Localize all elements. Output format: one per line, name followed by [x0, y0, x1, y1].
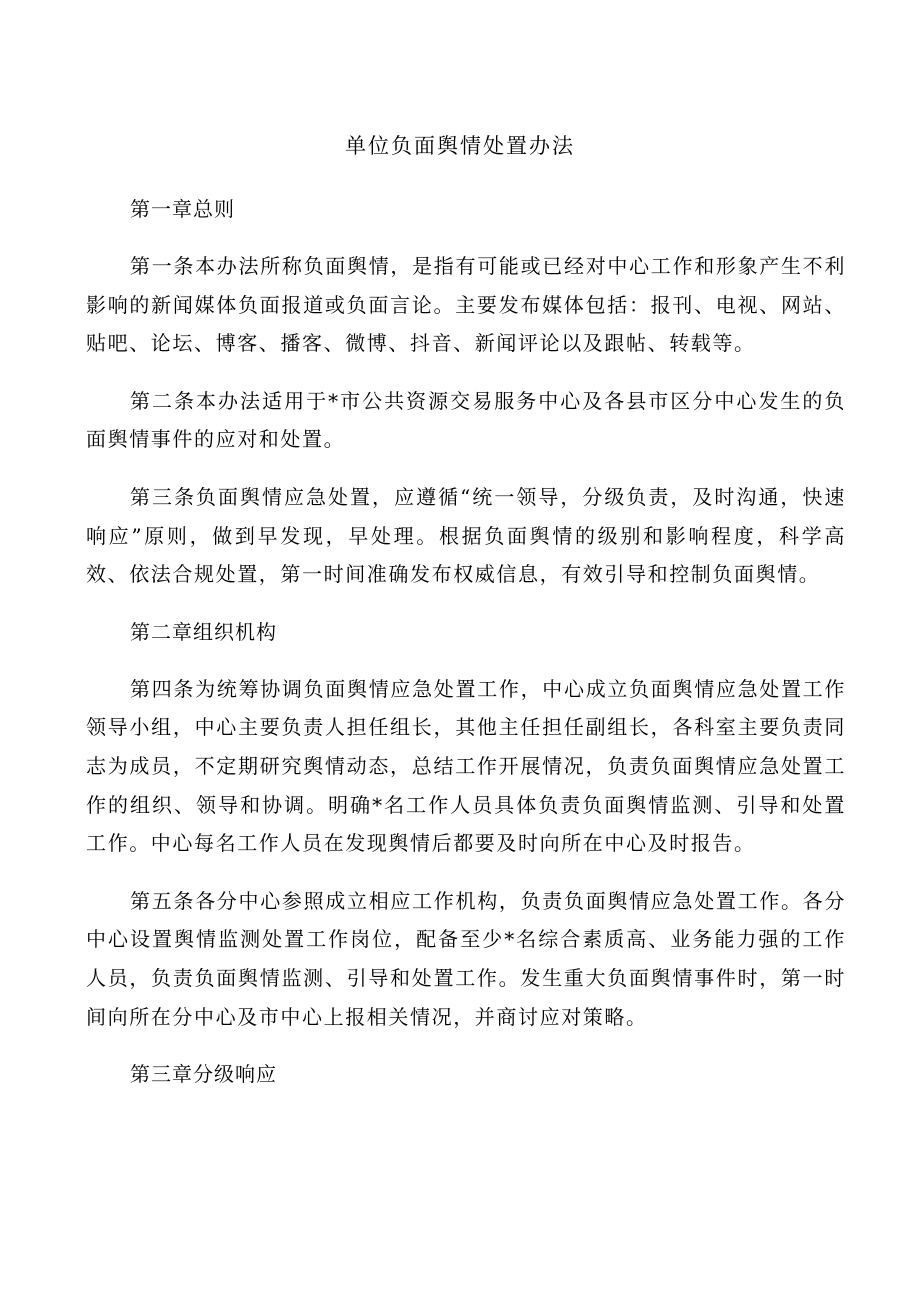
article-paragraph: 第一条本办法所称负面舆情，是指有可能或已经对中心工作和形象产生不利影响的新闻媒体负面报道或负面言论。主要发布媒体包括：报刊、电视、网站、贴吧、论坛、博客、播客、微博、抖音、新闻评论以及跟帖、转载等。	[86, 254, 846, 356]
article-paragraph: 第三条负面舆情应急处置，应遵循“统一领导，分级负责，及时沟通，快速响应”原则，做到早发现，早处理。根据负面舆情的级别和影响程度，科学高效、依法合规处置，第一时间准确发布权威信息，有效引导和控制负面舆情。	[86, 484, 846, 587]
document-title: 单位负面舆情处置办法	[345, 134, 575, 158]
chapter-heading: 第三章分级响应	[130, 1062, 277, 1087]
chapter-heading: 第二章组织机构	[130, 619, 277, 644]
document-body	[86, 190, 846, 1112]
chapter-heading: 第一章总则	[130, 197, 235, 221]
article-paragraph: 第二条本办法适用于*市公共资源交易服务中心及各县市区分中心发生的负面舆情事件的应对和处置。	[86, 388, 846, 452]
article-paragraph: 第五条各分中心参照成立相应工作机构，负责负面舆情应急处置工作。各分中心设置舆情监测处置工作岗位，配备至少*名综合素质高、业务能力强的工作人员，负责负面舆情监测、引导和处置工作。发生重大负面舆情事件时，第一时间向所在分中心及市中心上报相关情况，并商讨应对策略。	[86, 888, 846, 1029]
article-paragraph: 第四条为统筹协调负面舆情应急处置工作，中心成立负面舆情应急处置工作领导小组，中心主要负责人担任组长，其他主任担任副组长，各科室主要负责同志为成员，不定期研究舆情动态，总结工作开展情况，负责负面舆情应急处置工作的组织、领导和协调。明确*名工作人员具体负责负面舆情监测、引导和处置工作。中心每名工作人员在发现舆情后都要及时向所在中心及时报告。	[86, 676, 846, 856]
